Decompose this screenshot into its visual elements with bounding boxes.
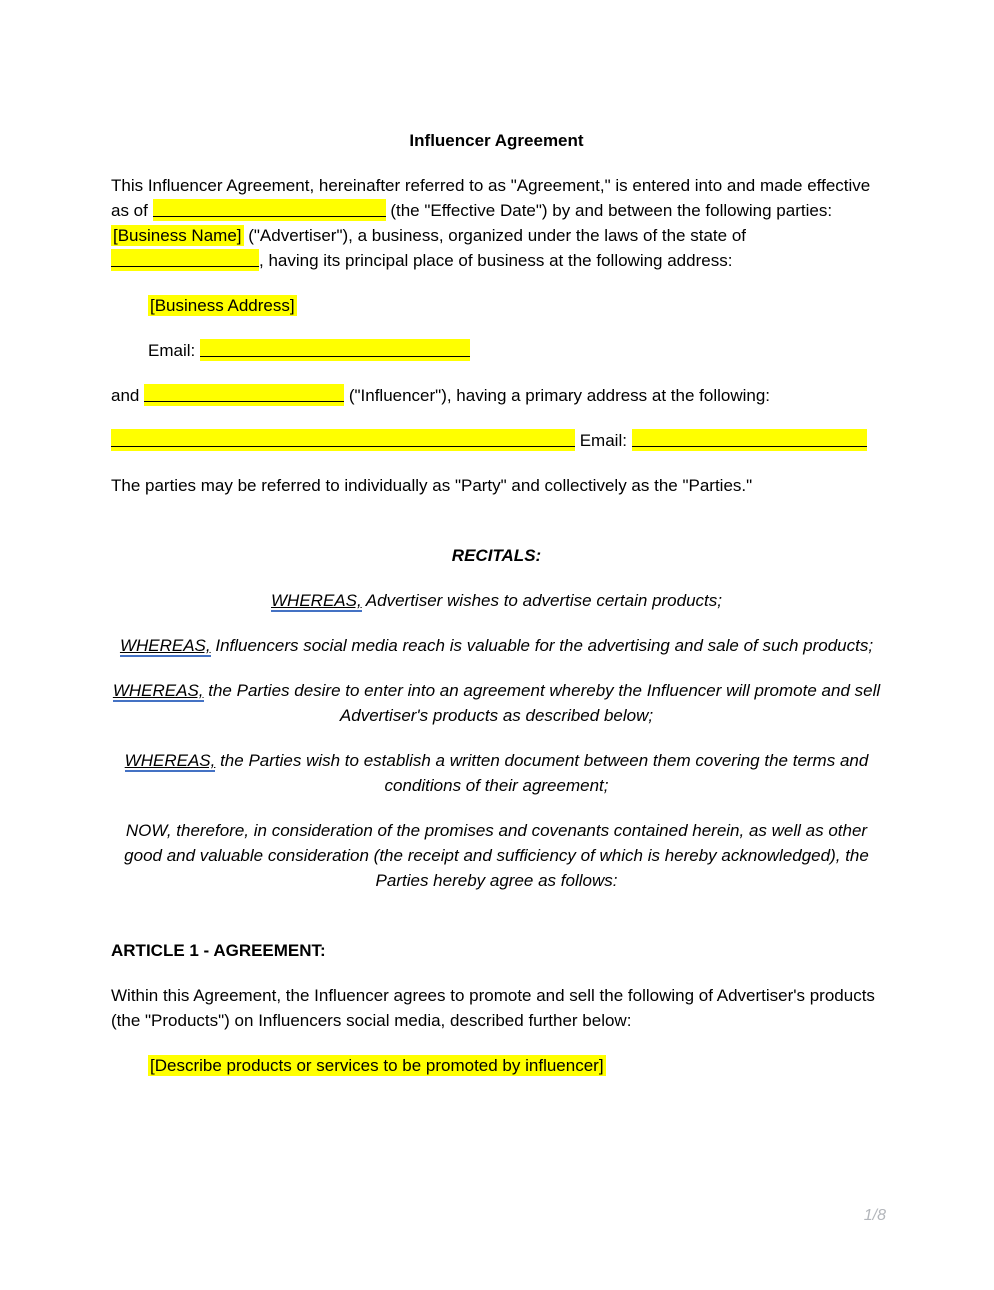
business-address-placeholder[interactable]: [Business Address] bbox=[150, 296, 295, 315]
influencer-intro-text: ("Influencer"), having a primary address at the following: bbox=[344, 386, 771, 405]
whereas-1-text: Advertiser wishes to advertise certain products; bbox=[361, 591, 722, 610]
influencer-name-blank[interactable] bbox=[144, 384, 344, 406]
article-1-paragraph-text: Within this Agreement, the Influencer agrees to promote and sell the following of Advertiser's products (the "Products") on Influencers social media, described further below: bbox=[111, 986, 875, 1030]
article-1-heading-text: ARTICLE 1 - AGREEMENT: bbox=[111, 941, 326, 960]
intro-paragraph-text: (the "Effective Date") by and between the following parties: bbox=[385, 201, 833, 220]
parties-clause-text: The parties may be referred to individually as "Party" and collectively as the "Parties." bbox=[111, 476, 753, 495]
advertiser-email bbox=[111, 338, 882, 363]
effective-date-blank[interactable] bbox=[153, 199, 386, 221]
influencer-address-email bbox=[111, 428, 882, 453]
influencer-email-blank[interactable] bbox=[632, 429, 867, 451]
recitals-heading-text: RECITALS: bbox=[451, 546, 542, 565]
influencer-address-blank[interactable] bbox=[111, 429, 575, 451]
parties-clause bbox=[111, 473, 882, 498]
whereas-keyword: WHEREAS, bbox=[112, 681, 204, 700]
whereas-keyword: WHEREAS, bbox=[271, 591, 362, 610]
whereas-1 bbox=[111, 588, 882, 613]
influencer-intro bbox=[111, 383, 882, 408]
intro-paragraph bbox=[111, 173, 882, 273]
state-blank[interactable] bbox=[111, 249, 259, 271]
page-number: 1/8 bbox=[863, 1207, 886, 1224]
intro-paragraph-text: This Influencer Agreement, hereinafter referred to as "Agreement," is entered into and made effective as of bbox=[111, 176, 871, 220]
whereas-4 bbox=[111, 748, 882, 798]
influencer-intro-text: and bbox=[111, 386, 145, 405]
business-address bbox=[111, 293, 882, 318]
whereas-3 bbox=[111, 678, 882, 728]
products-placeholder bbox=[111, 1053, 882, 1078]
recitals-heading bbox=[111, 543, 882, 568]
whereas-keyword: WHEREAS, bbox=[119, 636, 211, 655]
now-clause bbox=[111, 818, 882, 893]
now-clause-text: NOW, therefore, in consideration of the promises and covenants contained herein, as well as other good and valuable consideration (the receipt and sufficiency of which is hereby acknowledged), the Parties hereby agree as follows: bbox=[124, 821, 869, 890]
whereas-2 bbox=[111, 633, 882, 658]
advertiser-email-blank[interactable] bbox=[200, 339, 470, 361]
products-description-placeholder[interactable]: [Describe products or services to be promoted by influencer] bbox=[150, 1056, 604, 1075]
whereas-4-text: the Parties wish to establish a written document between them covering the terms and conditions of their agreement; bbox=[215, 751, 869, 795]
article-1-heading bbox=[111, 938, 882, 963]
whereas-3-text: the Parties desire to enter into an agreement whereby the Influencer will promote and sell Advertiser's products as described below; bbox=[203, 681, 881, 725]
intro-paragraph-text: , having its principal place of business at the following address: bbox=[259, 251, 733, 270]
influencer-address-email-text: Email: bbox=[575, 431, 632, 450]
whereas-keyword: WHEREAS, bbox=[124, 751, 216, 770]
whereas-2-text: Influencers social media reach is valuable for the advertising and sale of such products; bbox=[210, 636, 874, 655]
business-name-placeholder[interactable]: [Business Name] bbox=[113, 226, 242, 245]
document-body bbox=[111, 173, 882, 1078]
intro-paragraph-text: ("Advertiser"), a business, organized under the laws of the state of bbox=[243, 226, 746, 245]
document-title: Influencer Agreement bbox=[409, 131, 584, 150]
article-1-paragraph bbox=[111, 983, 882, 1033]
advertiser-email-text: Email: bbox=[148, 341, 200, 360]
